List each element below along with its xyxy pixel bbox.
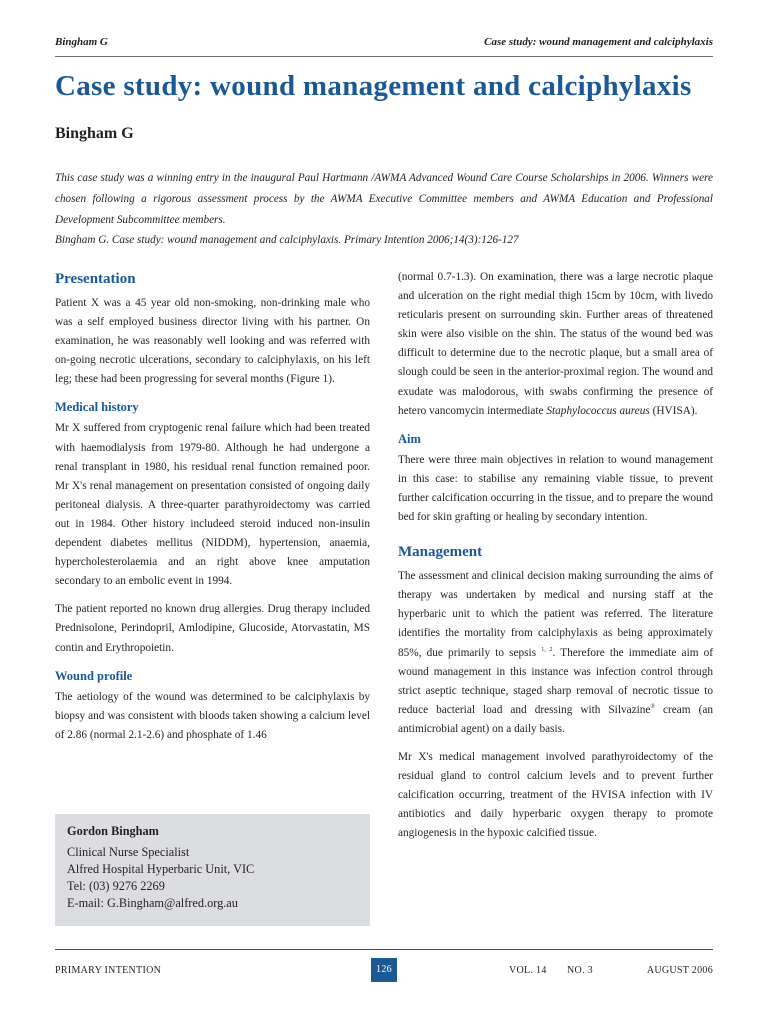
- contact-phone: Tel: (03) 9276 2269: [67, 879, 165, 893]
- section-heading-management: Management: [398, 544, 483, 561]
- header-divider: [55, 56, 713, 57]
- running-head: [55, 36, 713, 52]
- footer-date: AUGUST 2006: [646, 965, 713, 976]
- wound-profile-paragraph-continued: [398, 268, 713, 421]
- article-author: Bingham G: [55, 125, 134, 142]
- medical-history-paragraph-2: The patient reported no known drug allergies. Drug therapy included Prednisolone, Perindopril, Amlodipine, Glucoside, Atorvastatin, MS contin and Erythropoietin.: [55, 603, 370, 654]
- article-intro: This case study was a winning entry in the inaugural Paul Hartmann /AWMA Advanced Wound Care Course Scholarships in 2006. Winners were chosen following a rigorous assessment process by the AWMA Executive Committee members and AWMA Education and Professional Development Subcommittee members.: [55, 172, 713, 226]
- footer-journal-name: PRIMARY INTENTION: [55, 965, 162, 976]
- management-text-a: The assessment and clinical decision making surrounding the aims of therapy was undertaken by medical and nursing staff at the hyperbaric unit to which the patient was referred. The literature identifies the mortality from calciphylaxis as being approximately 85%, due primarily to sepsis: [398, 570, 713, 659]
- management-paragraph-2: Mr X's medical management involved parathyroidectomy of the residual gland to control calcium levels and to prevent further calcification occurring, treatment of the HVISA infection with IV antibiotics and daily hyperbaric oxygen therapy to promote angiogenesis in the hypoxic calcified tissue.: [398, 750, 713, 840]
- page-number: 126: [371, 958, 397, 982]
- reference-superscript: 1, 2: [541, 646, 553, 653]
- section-heading-presentation: Presentation: [55, 271, 136, 287]
- management-text-b: . Therefore the immediate aim of wound management in this instance was infection control through strict aseptic technique, staged sharp removal of necrotic tissue to reduce bacterial load and dressing with Silvazine: [398, 646, 714, 716]
- article-citation: Bingham G. Case study: wound management and calciphylaxis. Primary Intention 2006;14(3):126-127: [55, 234, 519, 246]
- page-footer: [55, 963, 713, 979]
- organism-name: Staphylococcus aureus: [546, 404, 650, 417]
- presentation-paragraph: Patient X was a 45 year old non-smoking, non-drinking male who was a self employed business director living with his partner. On examination, he was reasonably well looking and was referred with on-going necrotic ulcerations, secondary to calciphylaxis, on his left leg; these had been progressing for several months (Figure 1).: [55, 297, 370, 386]
- wound-profile-cont-end: (HVISA).: [649, 404, 698, 417]
- wound-profile-paragraph: The aetiology of the wound was determined to be calciphylaxis by biopsy and was consistent with bloods taken showing a calcium level of 2.86 (normal 2.1-2.6) and phosphate of 1.46: [55, 690, 370, 741]
- contact-affiliation: Alfred Hospital Hyperbaric Unit, VIC: [67, 862, 255, 876]
- wound-profile-cont-text: (normal 0.7-1.3). On examination, there was a large necrotic plaque and ulceration on the right medial thigh 15cm by 10cm, with livedo reticularis present on surrounding skin. Further areas of threatened skin were also visible on the shin. The status of the wound bed was difficult to determine due to the necrotic plaque, but a small area of slough could be seen in the anterior-proximal region. The wound and exudate was malodorous, with swabs confirming the presence of hetero vancomycin intermediate: [398, 271, 713, 417]
- article-title: Case study: wound management and calciphylaxis: [55, 70, 692, 102]
- section-heading-aim: Aim: [398, 431, 421, 446]
- running-head-author: Bingham G: [55, 36, 108, 48]
- section-heading-medical-history: Medical history: [55, 400, 139, 415]
- contact-name: Gordon Bingham: [67, 824, 159, 838]
- footer-divider: [55, 949, 713, 950]
- author-contact-box: [55, 814, 370, 926]
- management-paragraph-1: [398, 567, 713, 739]
- footer-volume: VOL. 14: [509, 965, 547, 976]
- contact-role: Clinical Nurse Specialist: [67, 845, 190, 859]
- right-column: [398, 268, 713, 852]
- contact-email: E-mail: G.Bingham@alfred.org.au: [67, 896, 238, 910]
- registered-mark: ®: [650, 704, 655, 711]
- footer-issue-number: NO. 3: [567, 965, 593, 976]
- aim-paragraph: There were three main objectives in relation to wound management in this case: to stabilise any remaining viable tissue, to prevent further calcification occurring in the tissue, and to prepare the wound bed for skin grafting or healing by secondary intention.: [398, 453, 713, 524]
- management-text-c: cream (an antimicrobial agent) on a daily basis.: [398, 703, 713, 735]
- section-heading-wound-profile: Wound profile: [55, 668, 133, 683]
- running-head-title: Case study: wound management and calciphylaxis: [484, 36, 713, 48]
- left-column: [55, 268, 370, 754]
- medical-history-paragraph-1: Mr X suffered from cryptogenic renal failure which had been treated with haemodialysis from 1979-80. Although he had undergone a renal transplant in 1980, his residual renal function remained poor. Mr X's renal management on presentation consisted of ongoing daily peritoneal dialysis. A three-quarter parathyroidectomy was carried out in 1984. Other history includeed steroid induced non-insulin dependent diabetes mellitus (NIDDM), hypertension, anaemia, hypercholesterolaemia and an right above knee amputation secondary to an embolic event in 1994.: [55, 422, 370, 588]
